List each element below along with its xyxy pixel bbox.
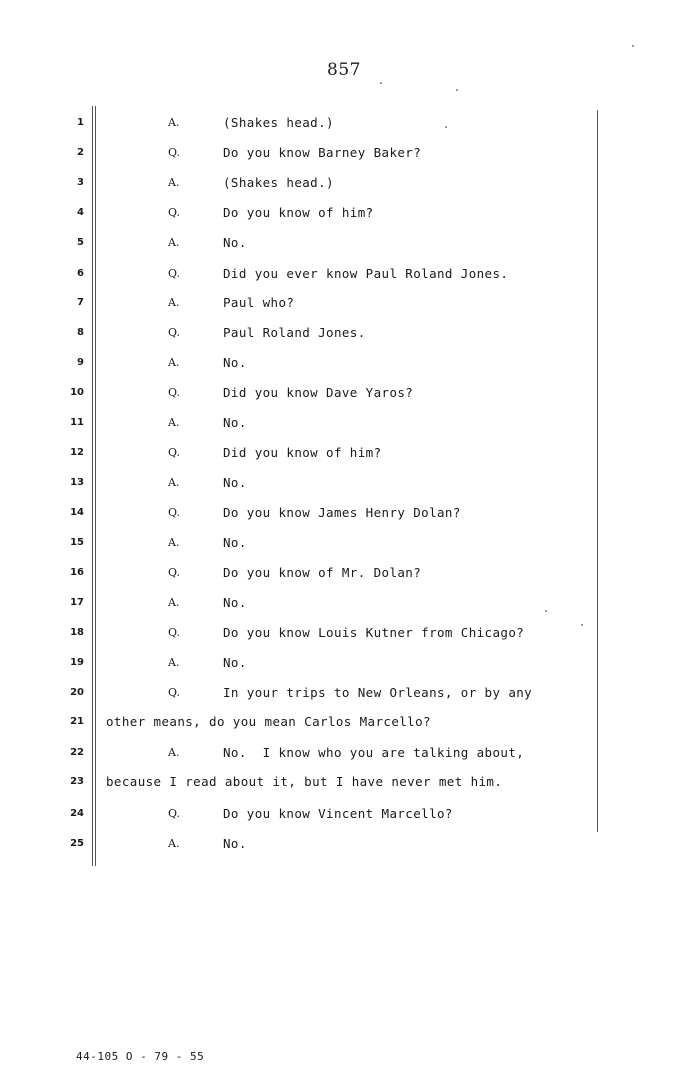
line-number: 23 <box>70 776 84 787</box>
speaker-label: Q. <box>168 566 180 579</box>
line-text: No. <box>223 655 247 670</box>
scan-speck <box>380 82 382 84</box>
line-text: Did you know Dave Yaros? <box>223 385 414 400</box>
speaker-label: Q. <box>168 206 180 219</box>
line-text: No. <box>223 355 247 370</box>
line-text: No. <box>223 475 247 490</box>
line-number: 8 <box>77 327 84 338</box>
line-number: 25 <box>70 838 84 849</box>
transcript-line <box>0 203 691 223</box>
line-number: 5 <box>77 237 84 248</box>
transcript-line <box>0 533 691 553</box>
transcript-line <box>0 353 691 373</box>
transcript-line <box>0 683 691 703</box>
speaker-label: Q. <box>168 146 180 159</box>
line-number: 19 <box>70 657 84 668</box>
page-number: 857 <box>327 60 361 80</box>
speaker-label: A. <box>168 116 180 129</box>
transcript-line <box>0 383 691 403</box>
transcript-line <box>0 563 691 583</box>
scan-speck <box>632 45 634 47</box>
transcript-line <box>0 804 691 824</box>
scan-speck <box>456 89 458 91</box>
line-number: 18 <box>70 627 84 638</box>
line-number: 7 <box>77 297 84 308</box>
line-number: 13 <box>70 477 84 488</box>
line-number: 3 <box>77 177 84 188</box>
speaker-label: A. <box>168 596 180 609</box>
line-text: (Shakes head.) <box>223 175 334 190</box>
transcript-line <box>0 503 691 523</box>
transcript-line <box>0 473 691 493</box>
line-number: 17 <box>70 597 84 608</box>
line-number: 4 <box>77 207 84 218</box>
transcript-line <box>0 743 691 763</box>
line-number: 9 <box>77 357 84 368</box>
transcript-line <box>0 293 691 313</box>
line-text: Do you know Vincent Marcello? <box>223 806 453 821</box>
scan-speck <box>545 610 547 612</box>
line-text: Do you know of him? <box>223 205 374 220</box>
speaker-label: A. <box>168 176 180 189</box>
line-text: In your trips to New Orleans, or by any <box>223 685 533 700</box>
line-text: Do you know Louis Kutner from Chicago? <box>223 625 525 640</box>
line-text: No. <box>223 535 247 550</box>
line-text: (Shakes head.) <box>223 115 334 130</box>
speaker-label: A. <box>168 656 180 669</box>
line-text: because I read about it, but I have never met him. <box>106 774 503 789</box>
transcript-line <box>0 113 691 133</box>
line-text: Did you know of him? <box>223 445 382 460</box>
transcript-line <box>0 653 691 673</box>
transcript-line <box>0 413 691 433</box>
transcript-line <box>0 772 691 792</box>
line-text: No. <box>223 836 247 851</box>
line-text: No. <box>223 415 247 430</box>
line-text: Did you ever know Paul Roland Jones. <box>223 266 509 281</box>
line-number: 2 <box>77 147 84 158</box>
speaker-label: Q. <box>168 626 180 639</box>
transcript-line <box>0 623 691 643</box>
footer-print-code: 44-105 O - 79 - 55 <box>76 1050 205 1063</box>
line-number: 10 <box>70 387 84 398</box>
line-number: 1 <box>77 117 84 128</box>
line-number: 20 <box>70 687 84 698</box>
speaker-label: Q. <box>168 267 180 280</box>
line-text: Paul who? <box>223 295 295 310</box>
speaker-label: Q. <box>168 807 180 820</box>
speaker-label: A. <box>168 236 180 249</box>
speaker-label: A. <box>168 356 180 369</box>
scan-speck <box>581 624 583 626</box>
transcript-line <box>0 233 691 253</box>
line-text: other means, do you mean Carlos Marcello? <box>106 714 431 729</box>
line-text: No. <box>223 235 247 250</box>
transcript-line <box>0 834 691 854</box>
transcript-line <box>0 173 691 193</box>
speaker-label: Q. <box>168 446 180 459</box>
line-number: 15 <box>70 537 84 548</box>
transcript-line <box>0 143 691 163</box>
transcript-line <box>0 323 691 343</box>
speaker-label: Q. <box>168 326 180 339</box>
line-number: 24 <box>70 808 84 819</box>
speaker-label: A. <box>168 476 180 489</box>
line-number: 21 <box>70 716 84 727</box>
speaker-label: Q. <box>168 686 180 699</box>
line-text: Do you know of Mr. Dolan? <box>223 565 422 580</box>
line-number: 11 <box>70 417 84 428</box>
speaker-label: A. <box>168 837 180 850</box>
speaker-label: A. <box>168 416 180 429</box>
transcript-line <box>0 264 691 284</box>
line-number: 12 <box>70 447 84 458</box>
line-text: No. I know who you are talking about, <box>223 745 525 760</box>
line-number: 16 <box>70 567 84 578</box>
speaker-label: A. <box>168 746 180 759</box>
line-number: 14 <box>70 507 84 518</box>
speaker-label: Q. <box>168 386 180 399</box>
line-text: Paul Roland Jones. <box>223 325 366 340</box>
line-text: No. <box>223 595 247 610</box>
transcript-line <box>0 712 691 732</box>
line-number: 22 <box>70 747 84 758</box>
transcript-line <box>0 443 691 463</box>
transcript-line <box>0 593 691 613</box>
speaker-label: A. <box>168 536 180 549</box>
line-text: Do you know James Henry Dolan? <box>223 505 461 520</box>
line-text: Do you know Barney Baker? <box>223 145 422 160</box>
speaker-label: A. <box>168 296 180 309</box>
speaker-label: Q. <box>168 506 180 519</box>
scan-speck <box>445 126 447 128</box>
line-number: 6 <box>77 268 84 279</box>
